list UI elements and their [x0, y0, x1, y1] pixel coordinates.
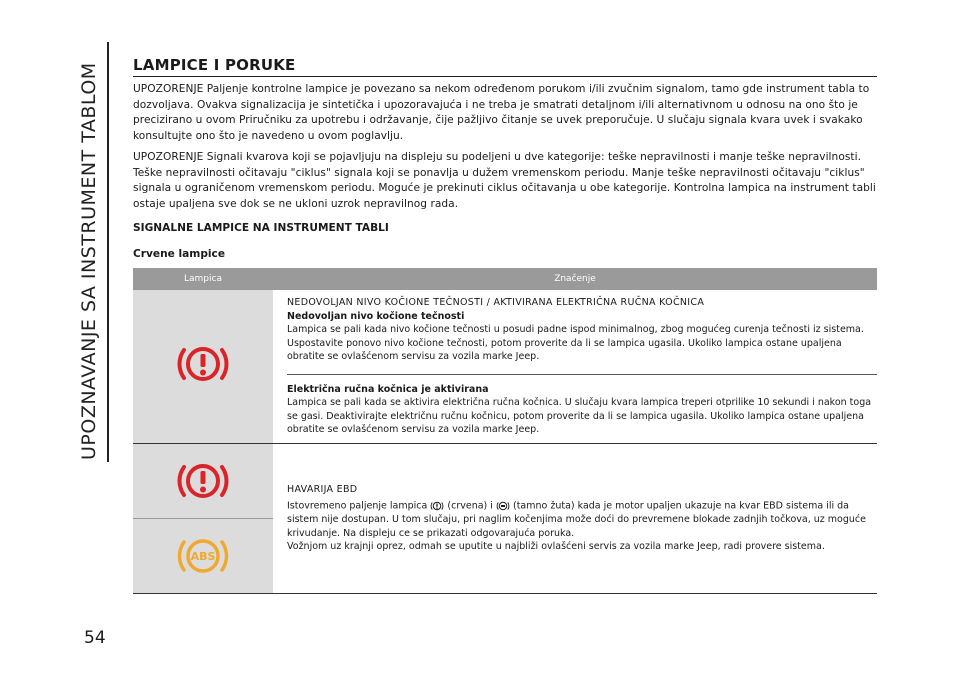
- lamp-table: [133, 268, 877, 594]
- lamp-title: NEDOVOLJAN NIVO KOČIONE TEČNOSTI / AKTIVIRANA ELEKTRIČNA RUČNA KOČNICA: [287, 297, 705, 308]
- text-part: (tamno žuta) kada je motor upaljen ukazuje na kvar EBD sistema ili da sistem nije dostupan. U tom slučaju, pri naglim kočenjima može doći do prevremene blokade zadnjih točkova, uz moguće krivudanje. Na displeju ce se prikazati odgovarajuća poruka.: [287, 500, 866, 539]
- block-title: Nedovoljan nivo kočione tečnosti: [287, 310, 465, 322]
- meaning-cell: [273, 290, 877, 443]
- abs-icon: [496, 499, 510, 513]
- lamp-cell: [133, 443, 273, 593]
- table-header-lamp: Lampica: [133, 268, 273, 290]
- brake-warning-icon: [430, 499, 444, 513]
- intro-paragraph-1: UPOZORENJE Paljenje kontrolne lampice je povezano sa nekom određenom porukom i/ili zvučnim signalom, tamo gde instrument tabla to dozvoljava. Ovakva signalizacija je sintetička i upozoravajuća i ne treba je smatrati detaljnom i/ili alternativnom u odnosu na ono što je precizirano u ovom Priručniku za upotrebu i održavanje, čije pažljivo čitanje se uvek preporučuje. U slučaju signala kvara uvek i svakako konsultujte ono što je navedeno u ovom poglavlju.: [133, 83, 870, 142]
- table-row: [133, 443, 877, 593]
- brake-warning-icon: [175, 453, 231, 509]
- block-title: Električna ručna kočnica je aktivirana: [287, 383, 489, 395]
- block-text: Lampica se pali kada se aktivira električna ručna kočnica. U slučaju kvara lampica treperi otprilike 10 sekundi i nakon toga se gasi. Deaktivirajte električnu ručnu kočnicu, potom proverite da li se lampica ugasila. Ukoliko lampica ostane upaljena obratite se ovlašćenom servisu za vozila marke Jeep.: [287, 397, 872, 435]
- block-text: Vožnjom uz krajnji oprez, odmah se uputite u najbliži ovlašćeni servis za vozila marke Jeep, radi provere sistema.: [287, 541, 825, 552]
- section-title: LAMPICE I PORUKE: [133, 56, 877, 77]
- block-divider: [287, 374, 877, 375]
- subheading: SIGNALNE LAMPICE NA INSTRUMENT TABLI: [133, 222, 389, 234]
- table-header-meaning: Značenje: [273, 268, 877, 290]
- lamp-title: HAVARIJA EBD: [287, 483, 358, 495]
- table-row: [133, 290, 877, 443]
- block-text: Lampica se pali kada nivo kočione tečnosti u posudi padne ispod minimalnog, zbog mogućeg curenja tečnosti iz sistema. Uspostavite ponovo nivo kočione tečnosti, potom proverite da li se lampica ugasila. Ukoliko lampica ostane upaljena obratite se ovlašćenom servisu za vozila marke Jeep.: [287, 324, 864, 362]
- icon-slot: [133, 444, 273, 518]
- meaning-cell: [273, 443, 877, 593]
- abs-icon: [175, 528, 231, 584]
- intro-paragraph-2: UPOZORENJE Signali kvarova koji se pojavljuju na displeju su podeljeni u dve kategorije: teške nepravilnosti i manje teške nepravilnosti. Teške nepravilnosti očitavaju "ciklus" signala koji se ponavlja u dužem vremenskom periodu. Manje teške nepravilnosti očitavaju "ciklus" signala u ograničenom vremenskom periodu. Moguće je prekinuti ciklus očitavanja u obe kategorije. Kontrolna lampica na instrument tabli ostaje upaljena sve dok se ne ukloni uzrok nepravilnog rada.: [133, 151, 876, 210]
- sidebar-rule: [107, 42, 109, 462]
- block-text: [287, 499, 877, 540]
- subheading-red-lamps: Crvene lampice: [133, 248, 226, 260]
- abs-label: ABS: [190, 549, 216, 563]
- main-content: [133, 56, 877, 260]
- page-number: 54: [84, 628, 106, 648]
- lamp-cell: [133, 290, 273, 443]
- text-part: Istovremeno paljenje lampica: [287, 500, 428, 512]
- sidebar-title: UPOZNAVANJE SA INSTRUMENT TABLOM: [78, 62, 100, 460]
- icon-slot: [133, 518, 273, 593]
- text-part: (crvena) i: [447, 500, 493, 512]
- brake-warning-icon: [175, 336, 231, 392]
